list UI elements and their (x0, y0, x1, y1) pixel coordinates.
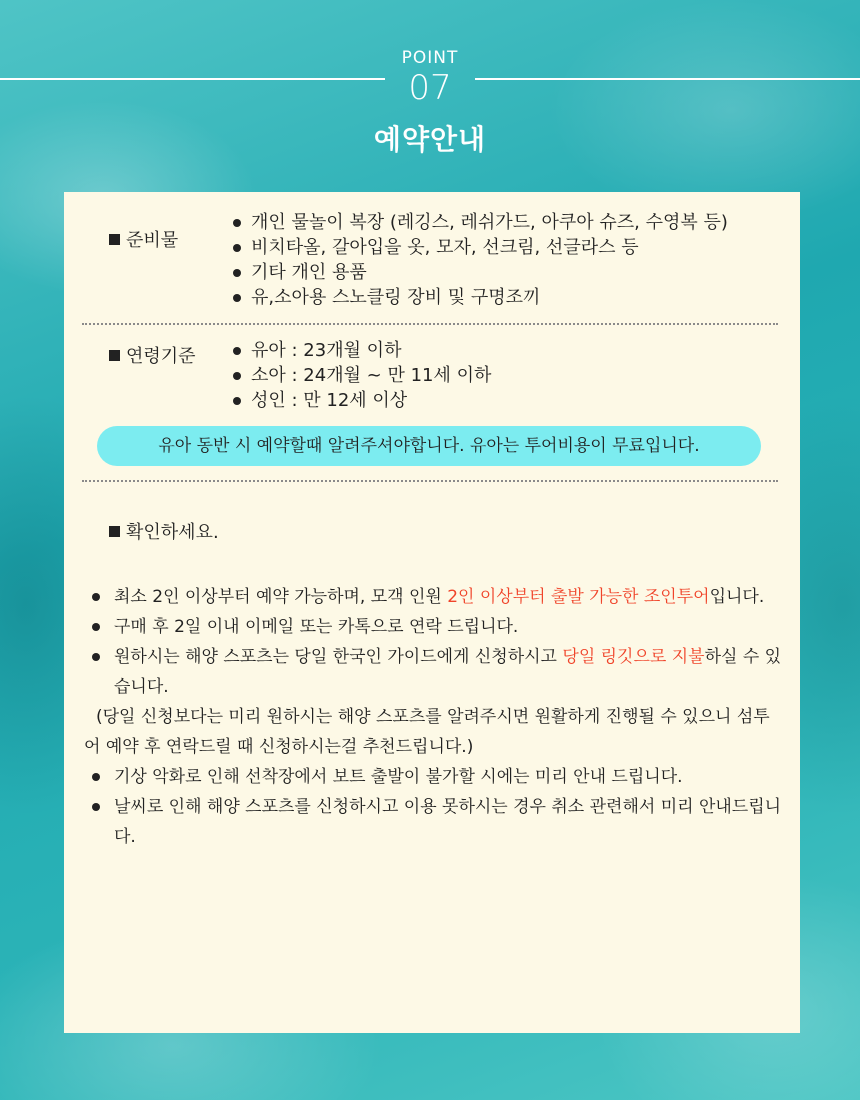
square-bullet-icon (109, 234, 120, 245)
note-text: 하실 수 있습니다. (114, 647, 782, 697)
infant-notice: 유아 동반 시 예약할때 알려주셔야합니다. 유아는 투어비용이 무료입니다. (97, 426, 761, 466)
point-number: 07 (408, 68, 452, 108)
list-item: 유,소아용 스노클링 장비 및 구명조끼 (229, 285, 728, 310)
check-label-text: 확인하세요. (126, 522, 219, 543)
age-label-text: 연령기준 (126, 346, 196, 367)
list-item: 기상 악화로 인해 선착장에서 보트 출발이 불가할 시에는 미리 안내 드립니다. (84, 762, 784, 792)
header (0, 0, 860, 170)
prep-label (109, 226, 178, 252)
point-label: POINT (401, 48, 459, 68)
list-item (84, 642, 784, 702)
list-item: 성인 : 만 12세 이상 (229, 388, 491, 413)
info-panel (64, 192, 800, 1033)
note-text: 입니다. (709, 587, 765, 607)
prep-label-text: 준비물 (126, 230, 179, 251)
list-item: 유아 : 23개월 이하 (229, 338, 491, 363)
age-label (109, 342, 196, 368)
prep-list (229, 210, 728, 310)
list-item (84, 582, 784, 612)
note-text: 최소 2인 이상부터 예약 가능하며, 모객 인원 (114, 587, 448, 607)
list-item: 개인 물놀이 복장 (레깅스, 레쉬가드, 아쿠아 슈즈, 수영복 등) (229, 210, 728, 235)
age-list (229, 338, 491, 413)
list-item: 날씨로 인해 해양 스포츠를 신청하시고 이용 못하시는 경우 취소 관련해서 미리 안내드립니다. (84, 792, 784, 852)
divider (82, 480, 778, 482)
note-highlight: 2인 이상부터 출발 가능한 조인투어 (447, 587, 710, 607)
notes-list (84, 582, 784, 852)
list-item: 비치타올, 갈아입을 옷, 모자, 선크림, 선글라스 등 (229, 235, 728, 260)
note-paren: (당일 신청보다는 미리 원하시는 해양 스포츠를 알려주시면 원활하게 진행될 수 있으니 섬투어 예약 후 연락드릴 때 신청하시는걸 추천드립니다.) (84, 707, 770, 757)
page-title: 예약안내 (373, 123, 487, 156)
list-item: 기타 개인 용품 (229, 260, 728, 285)
square-bullet-icon (109, 526, 120, 537)
divider (82, 323, 778, 325)
list-item: 구매 후 2일 이내 이메일 또는 카톡으로 연락 드립니다. (84, 612, 784, 642)
square-bullet-icon (109, 350, 120, 361)
list-item: 소아 : 24개월 ~ 만 11세 이하 (229, 363, 491, 388)
note-highlight: 당일 링깃으로 지불 (562, 647, 705, 667)
check-label (109, 518, 219, 544)
note-text: 원하시는 해양 스포츠는 당일 한국인 가이드에게 신청하시고 (114, 647, 563, 667)
